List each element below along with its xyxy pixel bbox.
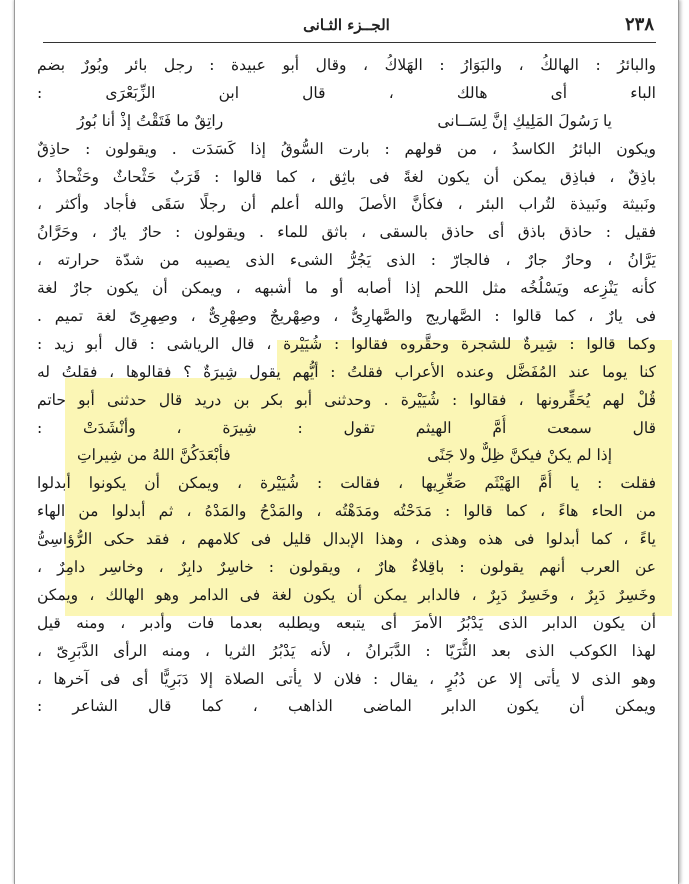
text-line: الباء أى هالك ، قال ابن الزِّبَعْرَى : [37,83,656,102]
verse-line [37,442,656,470]
verse-hemistich-right: إذا لم يكنْ فيكنَّ ظِلٌّ ولا جَنًى [427,446,612,465]
text-line: وخَسِرٌ دَبِرٌ ، وخَسِرٌ دَبِرٌ ، فالدابر يمكن أن يكون لغة فى الدامر وهو الهالك ، ويمكن [37,585,656,604]
text-line: أن يكون الدابر الذى يَدْبُرُ الأمرَ أى يتبعه ويطلبه بعدما فات وأدبر ، ومنه قيل [37,613,656,632]
text-line: قال سمعت أُمَّ الهيثم تقول : شِيرَة ، وأنْشَدَتْ : [37,418,656,437]
body-text [37,52,656,721]
text-line: ياءً ، كما أبدلوا فى هذه وهذى ، وهذا الإبدال قليل فى كلامهم ، فقد حكى الرُّؤاسِىُّ [37,530,656,549]
text-line: فقيل : حاذق باذق أى حاذق بالسقى ، باثق للماء . ويقولون : حارٌ يارٌ ، وحَرَّانُ [37,223,656,242]
page-header [15,14,678,40]
text-line: والبائرُ : الهالكُ ، والبَوَارُ : الهَلاكُ ، وقال أبو عبيدة : رجل بائر وبُورٌ بضم [37,56,656,74]
text-line: كنا يوما عند المُفَضَّل وعنده الأعراب فقلتُ : أيُّهم يقول شِيرَةٌ ؟ فقالوها ، فقلتُ له [37,362,656,381]
text-line: من الحاء هاءً ، كما قالوا : مَدَحْتُه ومَدَهْتُه ، والمَدْحُ والمَدْهُ ، ثم أبدلوا من الهاء [37,502,656,521]
text-line: عن العرب أنهم يقولون : باقِلاءٌ هارٌ ، ويقولون : خاسِرٌ دابِرٌ ، وخاسِر دامِرٌ ، [37,558,656,577]
text-line: يَرَّانُ ، وحارٌ جارٌ ، فالجارّ : الذى يَجُرُّ الشىء الذى يصيبه من شدّة حرارته ، [37,251,656,270]
text-line: وهو الذى لا يأتى إلا عن دُبُرٍ ، يقال : فلان لا يأتى الصلاة إلا دَبَرِيًّا أى فى آخرها ، [37,669,656,688]
text-line: ويكون البائرُ الكاسدُ ، من قولهم : بارت السُّوقُ إذا كَسَدَت . ويقولون : حاذِقٌ [37,139,656,158]
book-page [14,0,679,884]
text-line: كأنه يَنْزِعه ويَسْلُخُه مثل اللحم إذا أصابه أو ما أشبهه ، ويمكن أن يكون جارٌ لغة [37,279,656,298]
text-line: ونَبيثة ونَبيذة لتُراب البئر ، فكأنَّ الأصلَ والله أعلم أن رجلًا سَقَى فأجاد وأكثر ، [37,195,656,214]
text-line: فى يارٌ ، كما قالوا : الصَّهاريج والصَّهارِىُّ ، وصِهْريجٌ وصِهْرِىٌّ ، وصِهرِىّ لغة تميم . [37,307,656,326]
text-line: وكما قالوا : شِيرةٌ للشجرة وحقَّروه فقالوا : شُيَيْرة ، قال الرياشى : قال أبو زيد : [37,334,656,353]
verse-hemistich-left: راتِقٌ ما فَتَقْتُ إذْ أنا بُورُ [77,111,224,130]
text-line: قُلْ لهم يُحَقِّرونها ، فقالوا : شُيَيْرة . وحدثنى أبو بكر بن دريد قال حدثنى أبو حاتم [37,390,656,409]
verse-hemistich-right: يا رَسُولَ المَلِيكِ إنَّ لِسَــانى [437,111,612,130]
text-line: ويمكن أن يكون الدابر الماضى الذاهب ، كما قال الشاعر : [37,697,656,716]
verse-hemistich-left: فأبْعَدَكُنَّ اللهُ من شِيراتِ [77,446,231,465]
verse-line [37,108,656,136]
text-line: لهذا الكوكب الذى بعد الثُّرَيّا : الدَّبَرانُ ، لأنه يَدْبُرُ الثريا ، ومنه الرأى الدَّبَرِىّ ، [37,641,656,660]
header-rule [43,42,656,43]
text-line: باذِقٌ ، فباذِق يمكن أن يكون لغةً فى باثِق ، كما قالوا : قَرَبٌ حَثْحاثٌ وحَثْحاذٌ ، [37,167,656,186]
page-number: ٢٣٨ [624,14,654,35]
running-head: الجــزء الثـانى [303,16,390,34]
text-line: فقلت : يا أُمَّ الهَيْثَم صَغِّرِيها ، فقالت : شُيَيْرة ، ويمكن أن يكونوا أبدلوا [37,474,656,493]
